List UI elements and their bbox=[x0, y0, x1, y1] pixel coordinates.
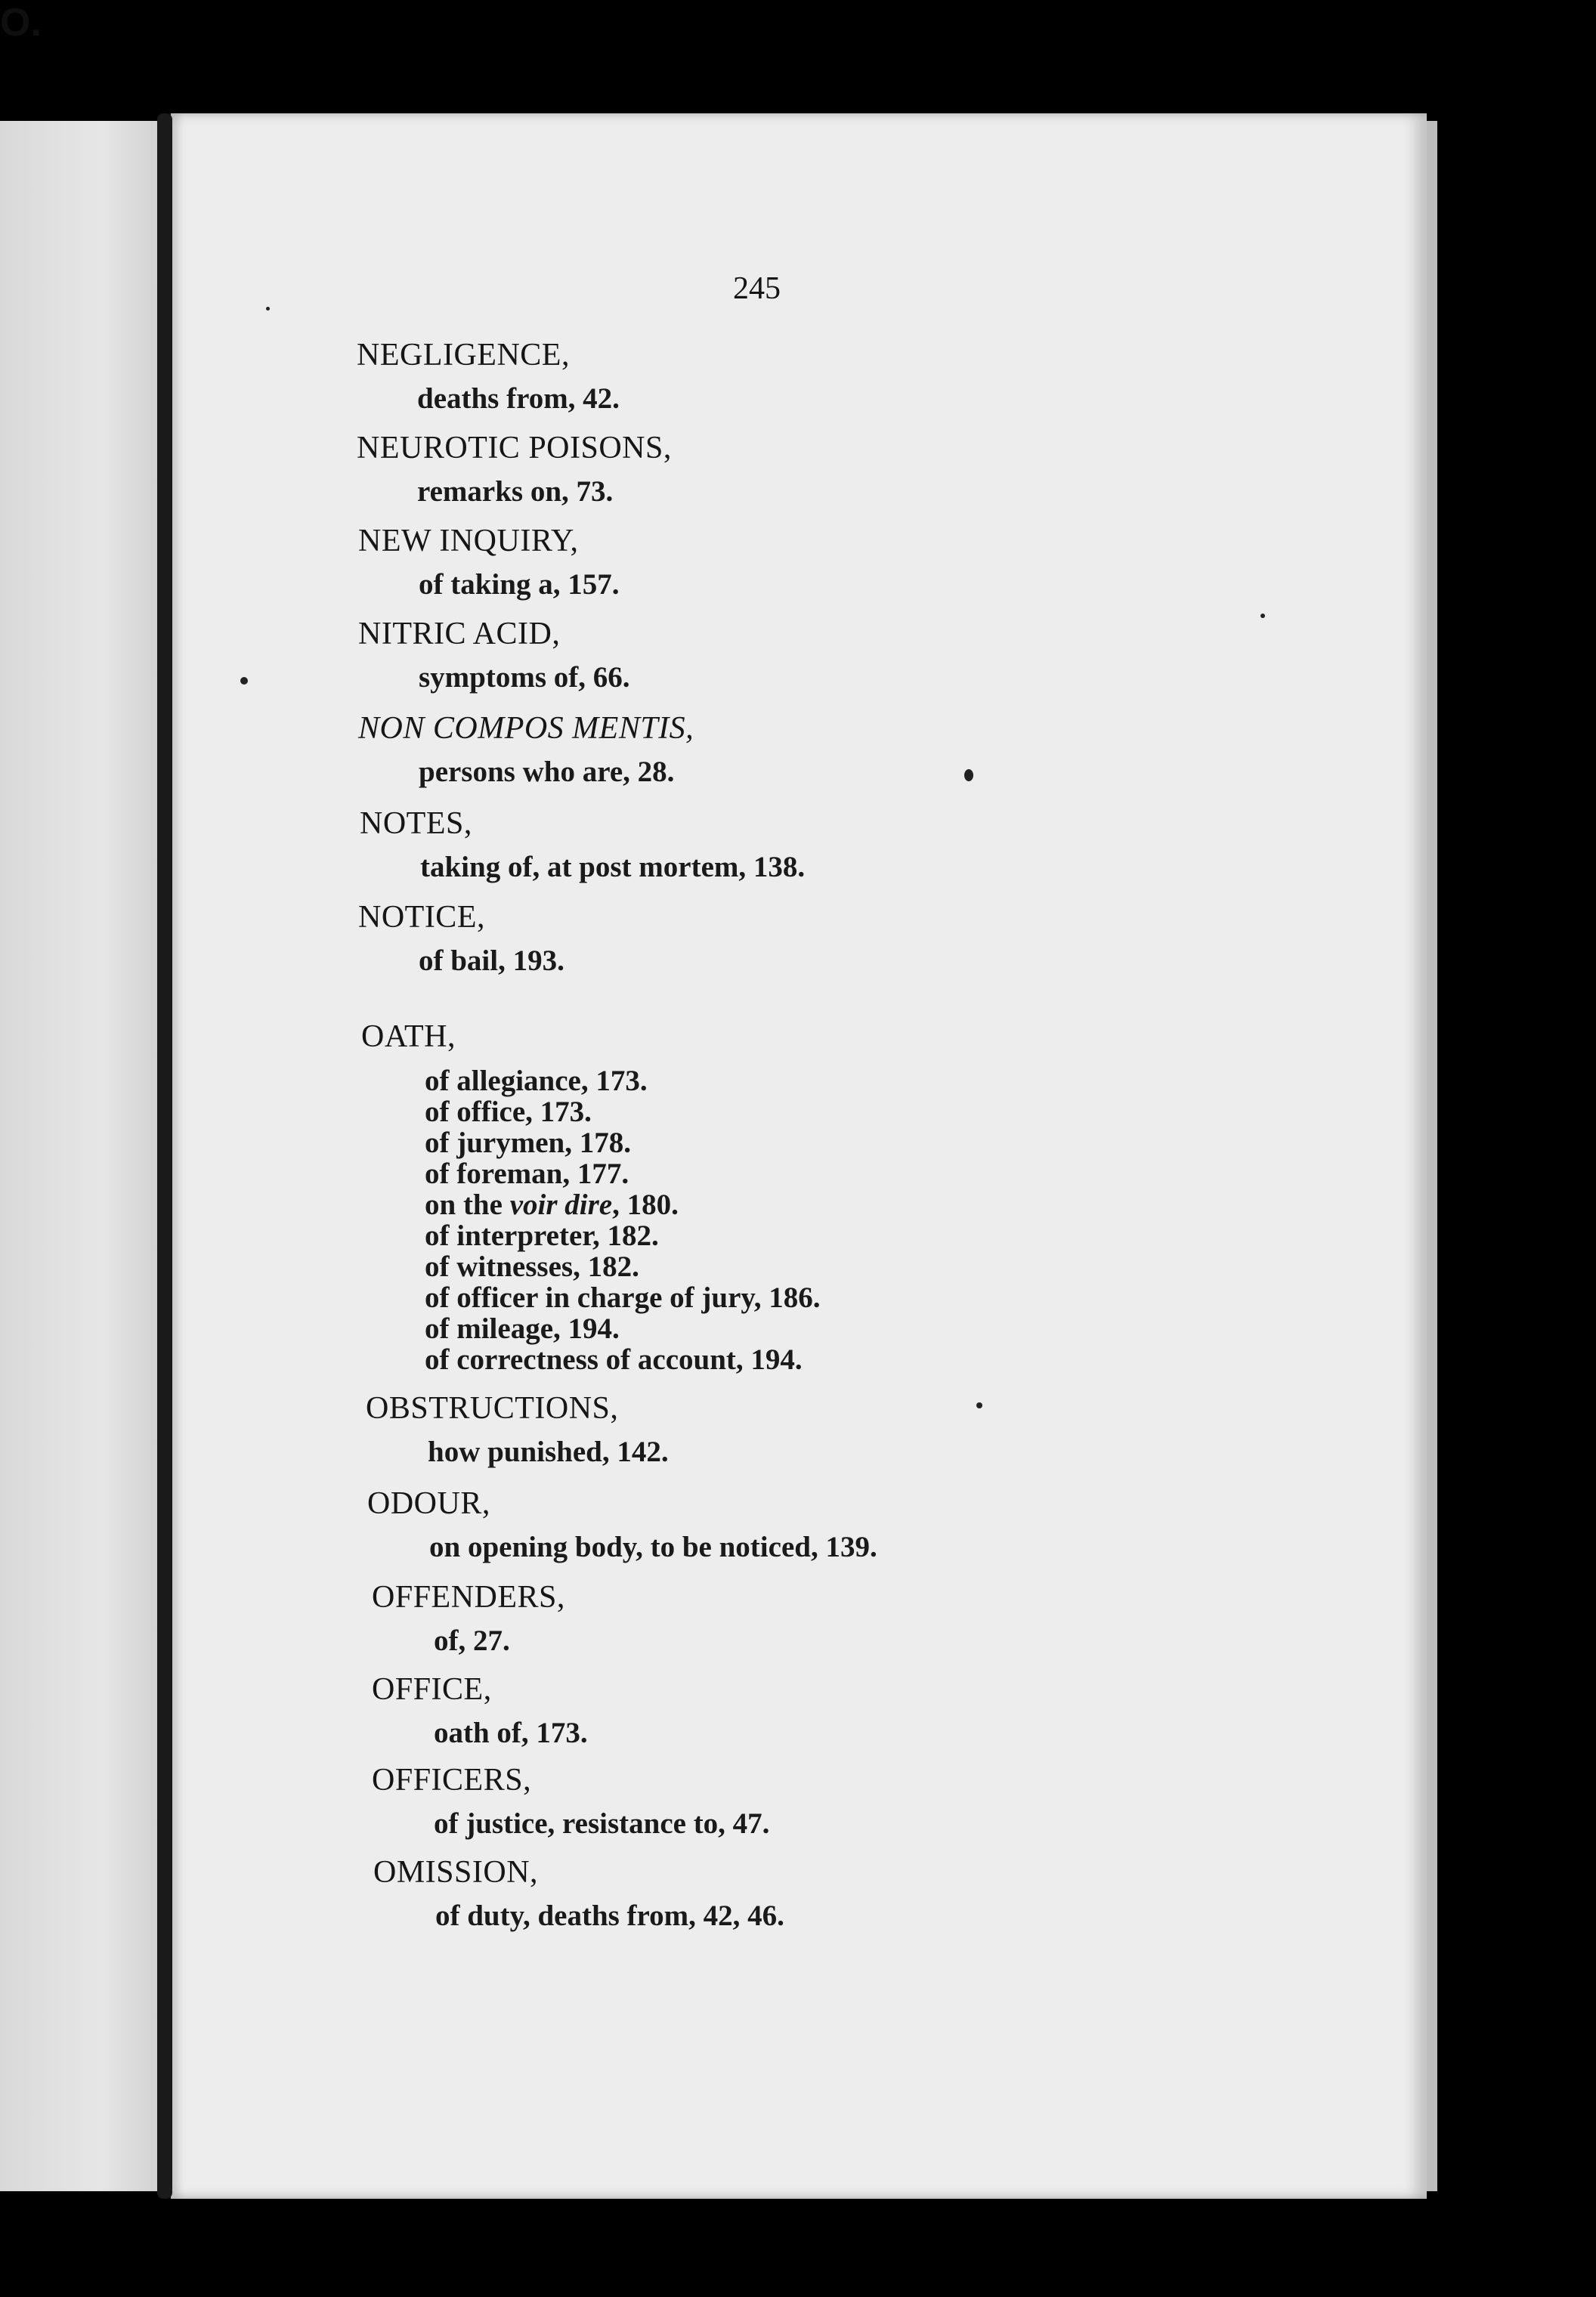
index-entry-obstructions bbox=[366, 1386, 669, 1473]
entry-heading: OFFENDERS, bbox=[372, 1580, 565, 1615]
dust-speck bbox=[1260, 614, 1265, 618]
entry-sub: of foreman, 177. bbox=[425, 1158, 629, 1190]
index-entry-odour bbox=[367, 1481, 877, 1569]
entry-heading: NOTES, bbox=[360, 806, 472, 841]
entry-sub: of witnesses, 182. bbox=[425, 1251, 639, 1283]
entry-sub-voir-dire bbox=[425, 1189, 821, 1220]
entry-sub: oath of, 173. bbox=[434, 1717, 588, 1749]
entry-sub: deaths from, 42. bbox=[417, 382, 620, 415]
index-entry-omission bbox=[373, 1850, 784, 1937]
entry-heading: NOTICE, bbox=[358, 900, 485, 935]
index-entry-officers bbox=[372, 1758, 769, 1845]
entry-sub: of mileage, 194. bbox=[425, 1312, 620, 1345]
entry-sub: of correctness of account, 194. bbox=[425, 1343, 803, 1376]
entry-heading: OFFICERS, bbox=[372, 1763, 532, 1798]
entry-sub: of taking a, 157. bbox=[419, 568, 620, 601]
dust-speck bbox=[976, 1402, 982, 1408]
entry-sub: of, 27. bbox=[434, 1625, 510, 1657]
entry-heading: OFFICE, bbox=[372, 1672, 492, 1707]
entry-heading: OMISSION, bbox=[373, 1855, 539, 1890]
entry-sub: of justice, resistance to, 47. bbox=[434, 1807, 770, 1840]
voir-dire-italic: voir dire bbox=[509, 1189, 613, 1221]
entry-sub: taking of, at post mortem, 138. bbox=[420, 851, 806, 883]
entry-heading: OBSTRUCTIONS, bbox=[366, 1391, 619, 1426]
entry-sub: of bail, 193. bbox=[419, 944, 564, 977]
dust-speck bbox=[240, 677, 248, 685]
entry-heading: OATH, bbox=[361, 1019, 456, 1054]
index-entry-oath bbox=[361, 1014, 821, 1375]
previous-page-edge bbox=[0, 121, 168, 2191]
page-number: 245 bbox=[733, 271, 781, 306]
index-entry-notice bbox=[358, 895, 564, 982]
entry-sub: remarks on, 73. bbox=[417, 475, 614, 508]
voir-dire-suffix: , 180. bbox=[612, 1189, 679, 1221]
entry-sub: persons who are, 28. bbox=[419, 756, 675, 788]
index-entry-notes bbox=[360, 801, 805, 889]
entry-sub: of duty, deaths from, 42, 46. bbox=[435, 1900, 784, 1932]
page-edge bbox=[1427, 121, 1437, 2191]
entry-heading: NEW INQUIRY, bbox=[358, 524, 579, 558]
index-entry-offenders bbox=[372, 1575, 565, 1662]
entry-sub: of officer in charge of jury, 186. bbox=[425, 1281, 821, 1314]
entry-sub: of allegiance, 173. bbox=[425, 1065, 648, 1097]
index-entry-nitric-acid bbox=[358, 611, 630, 699]
entry-sub: of office, 173. bbox=[425, 1096, 592, 1128]
book-binding bbox=[157, 113, 172, 2199]
voir-dire-prefix: on the bbox=[425, 1189, 510, 1221]
section-letter: O. bbox=[0, 1, 42, 45]
entry-sub: how punished, 142. bbox=[428, 1436, 669, 1468]
dust-speck bbox=[266, 307, 270, 311]
index-entry-non-compos-mentis bbox=[358, 706, 694, 793]
dust-speck bbox=[964, 769, 973, 781]
entry-sub: of interpreter, 182. bbox=[425, 1220, 659, 1252]
entry-sub: symptoms of, 66. bbox=[419, 661, 630, 694]
entry-heading: NON COMPOS MENTIS, bbox=[358, 711, 694, 746]
index-entry-neurotic-poisons bbox=[357, 425, 672, 513]
index-entry-office bbox=[372, 1667, 588, 1754]
entry-sub: of jurymen, 178. bbox=[425, 1127, 631, 1159]
entry-sub: on opening body, to be noticed, 139. bbox=[429, 1531, 877, 1563]
index-entry-negligence bbox=[357, 332, 620, 420]
entry-heading: NEUROTIC POISONS, bbox=[357, 431, 672, 465]
entry-heading: NEGLIGENCE, bbox=[357, 338, 570, 373]
entry-heading: NITRIC ACID, bbox=[358, 617, 561, 651]
index-entry-new-inquiry bbox=[358, 518, 619, 606]
entry-heading: ODOUR, bbox=[367, 1486, 490, 1521]
